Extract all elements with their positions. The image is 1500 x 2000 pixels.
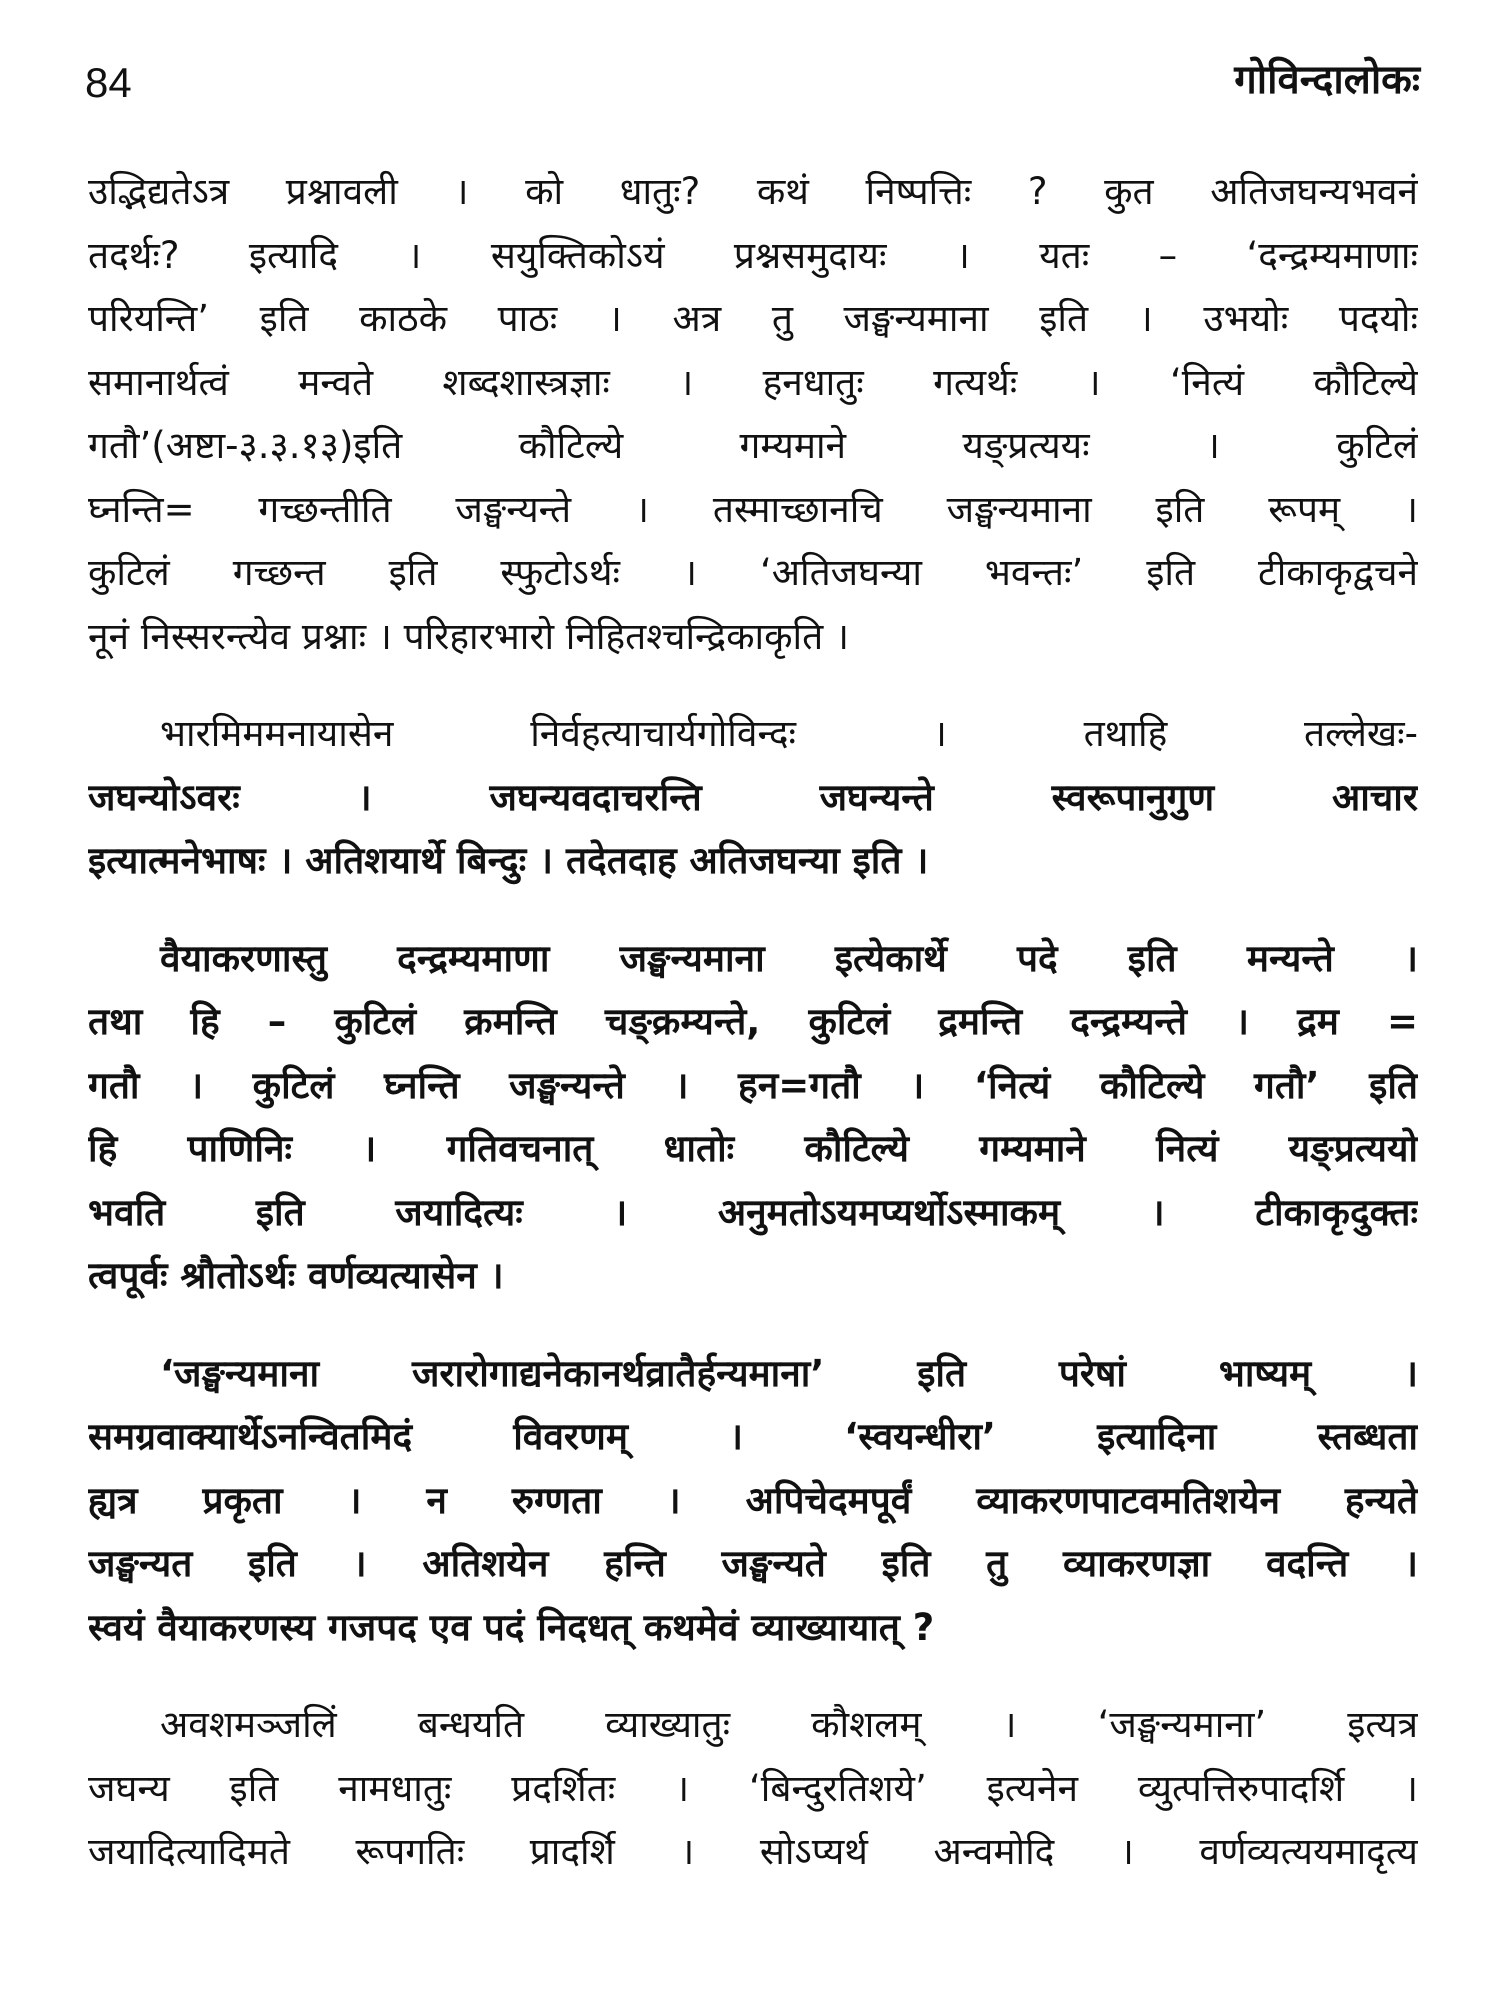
text-line: जङ्घन्यत इति । अतिशयेन हन्ति जङ्घन्यते इति तु व्याकरणज्ञा वदन्ति । [88,1542,1418,1585]
text-line: ‘जङ्घन्यमाना जरारोगाद्यनेकानर्थव्रातैर्हन्यमाना’ इति परेषां भाष्यम् । [160,1351,1418,1395]
body-text [88,160,1418,1918]
text-line: त्वपूर्वः श्रौतोऽर्थः वर्णव्यत्यासेन । [88,1254,504,1297]
text-line: कुटिलं गच्छन्त इति स्फुटोऽर्थः । ‘अतिजघन्या भवन्तः’ इति टीकाकृद्वचने [88,551,1418,594]
text-line: घ्नन्ति= गच्छन्तीति जङ्घन्यन्ते । तस्माच्छानचि जङ्घन्यमाना इति रूपम् । [88,487,1418,531]
text-line: ह्यत्र प्रकृता । न रुग्णता । अपिचेदमपूर्वं व्याकरणपाटवमतिशयेन हन्यते [88,1478,1418,1522]
running-head: गोविन्दालोकः [1234,57,1420,103]
text-line: गतौ’(अष्टा-३.३.१३)इति कौटिल्ये गम्यमाने यङ्प्रत्ययः । कुटिलं [88,424,1418,467]
text-line: जघन्य इति नामधातुः प्रदर्शितः । ‘बिन्दुरतिशये’ इत्यनेन व्युत्पत्तिरुपादर्शि । [88,1766,1418,1810]
text-line: परियन्ति’ इति काठके पाठः । अत्र तु जङ्घन्यमाना इति । उभयोः पदयोः [88,297,1418,340]
text-line: इत्यात्मनेभाषः । अतिशयार्थे बिन्दुः । तदेतदाह अतिजघन्या इति । [88,839,929,882]
paragraph [88,702,1418,893]
text-line: जघन्योऽवरः । जघन्यवदाचरन्ति जघन्यन्ते स्वरूपानुगुण आचार [88,775,1418,819]
paragraph [88,1693,1418,1884]
text-line: स्वयं वैयाकरणस्य गजपद एव पदं निदधत् कथमेवं व्याख्यायात् ? [88,1605,935,1649]
page-number: 84 [85,59,132,106]
paragraph [88,160,1418,668]
text-line: समानार्थत्वं मन्वते शब्दशास्त्रज्ञाः । हनधातुः गत्यर्थः । ‘नित्यं कौटिल्ये [88,360,1418,404]
text-line: वैयाकरणास्तु दन्द्रम्यमाणा जङ्घन्यमाना इत्येकार्थे पदे इति मन्यन्ते । [160,936,1418,980]
text-line: समग्रवाक्यार्थेऽनन्वितमिदं विवरणम् । ‘स्वयन्धीरा’ इत्यादिना स्तब्धता [88,1415,1418,1458]
text-line: हि पाणिनिः । गतिवचनात् धातोः कौटिल्ये गम्यमाने नित्यं यङ्प्रत्ययो [88,1127,1418,1170]
text-line: गतौ । कुटिलं घ्नन्ति जङ्घन्यन्ते । हन=गतौ । ‘नित्यं कौटिल्ये गतौ’ इति [88,1063,1418,1107]
text-line: तथा हि – कुटिलं क्रमन्ति चङ्क्रम्यन्ते, कुटिलं द्रमन्ति दन्द्रम्यन्ते । द्रम = [88,1000,1418,1043]
paragraph [88,927,1418,1308]
text-line: अवशमञ्जलिं बन्धयति व्याख्यातुः कौशलम् । ‘जङ्घन्यमाना’ इत्यत्र [160,1703,1418,1746]
text-line: तदर्थः? इत्यादि । सयुक्तिकोऽयं प्रश्नसमुदायः । यतः – ‘दन्द्रम्यमाणाः [88,233,1418,277]
paragraph [88,1342,1418,1660]
text-line: नूनं निस्सरन्त्येव प्रश्नाः । परिहारभारो निहितश्चन्द्रिकाकृति । [88,614,849,658]
text-line: जयादित्यादिमते रूपगतिः प्रादर्शि । सोऽप्यर्थ अन्वमोदि । वर्णव्यत्ययमादृत्य [88,1830,1418,1873]
text-line: भवति इति जयादित्यः । अनुमतोऽयमप्यर्थोऽस्माकम् । टीकाकृदुक्तः [88,1190,1418,1234]
text-line: उद्भिद्यतेऽत्र प्रश्नावली । को धातुः? कथं निष्पत्तिः ? कुत अतिजघन्यभवनं [88,170,1418,213]
text-line: भारमिममनायासेन निर्वहत्याचार्यगोविन्दः । तथाहि तल्लेखः- [160,712,1418,755]
